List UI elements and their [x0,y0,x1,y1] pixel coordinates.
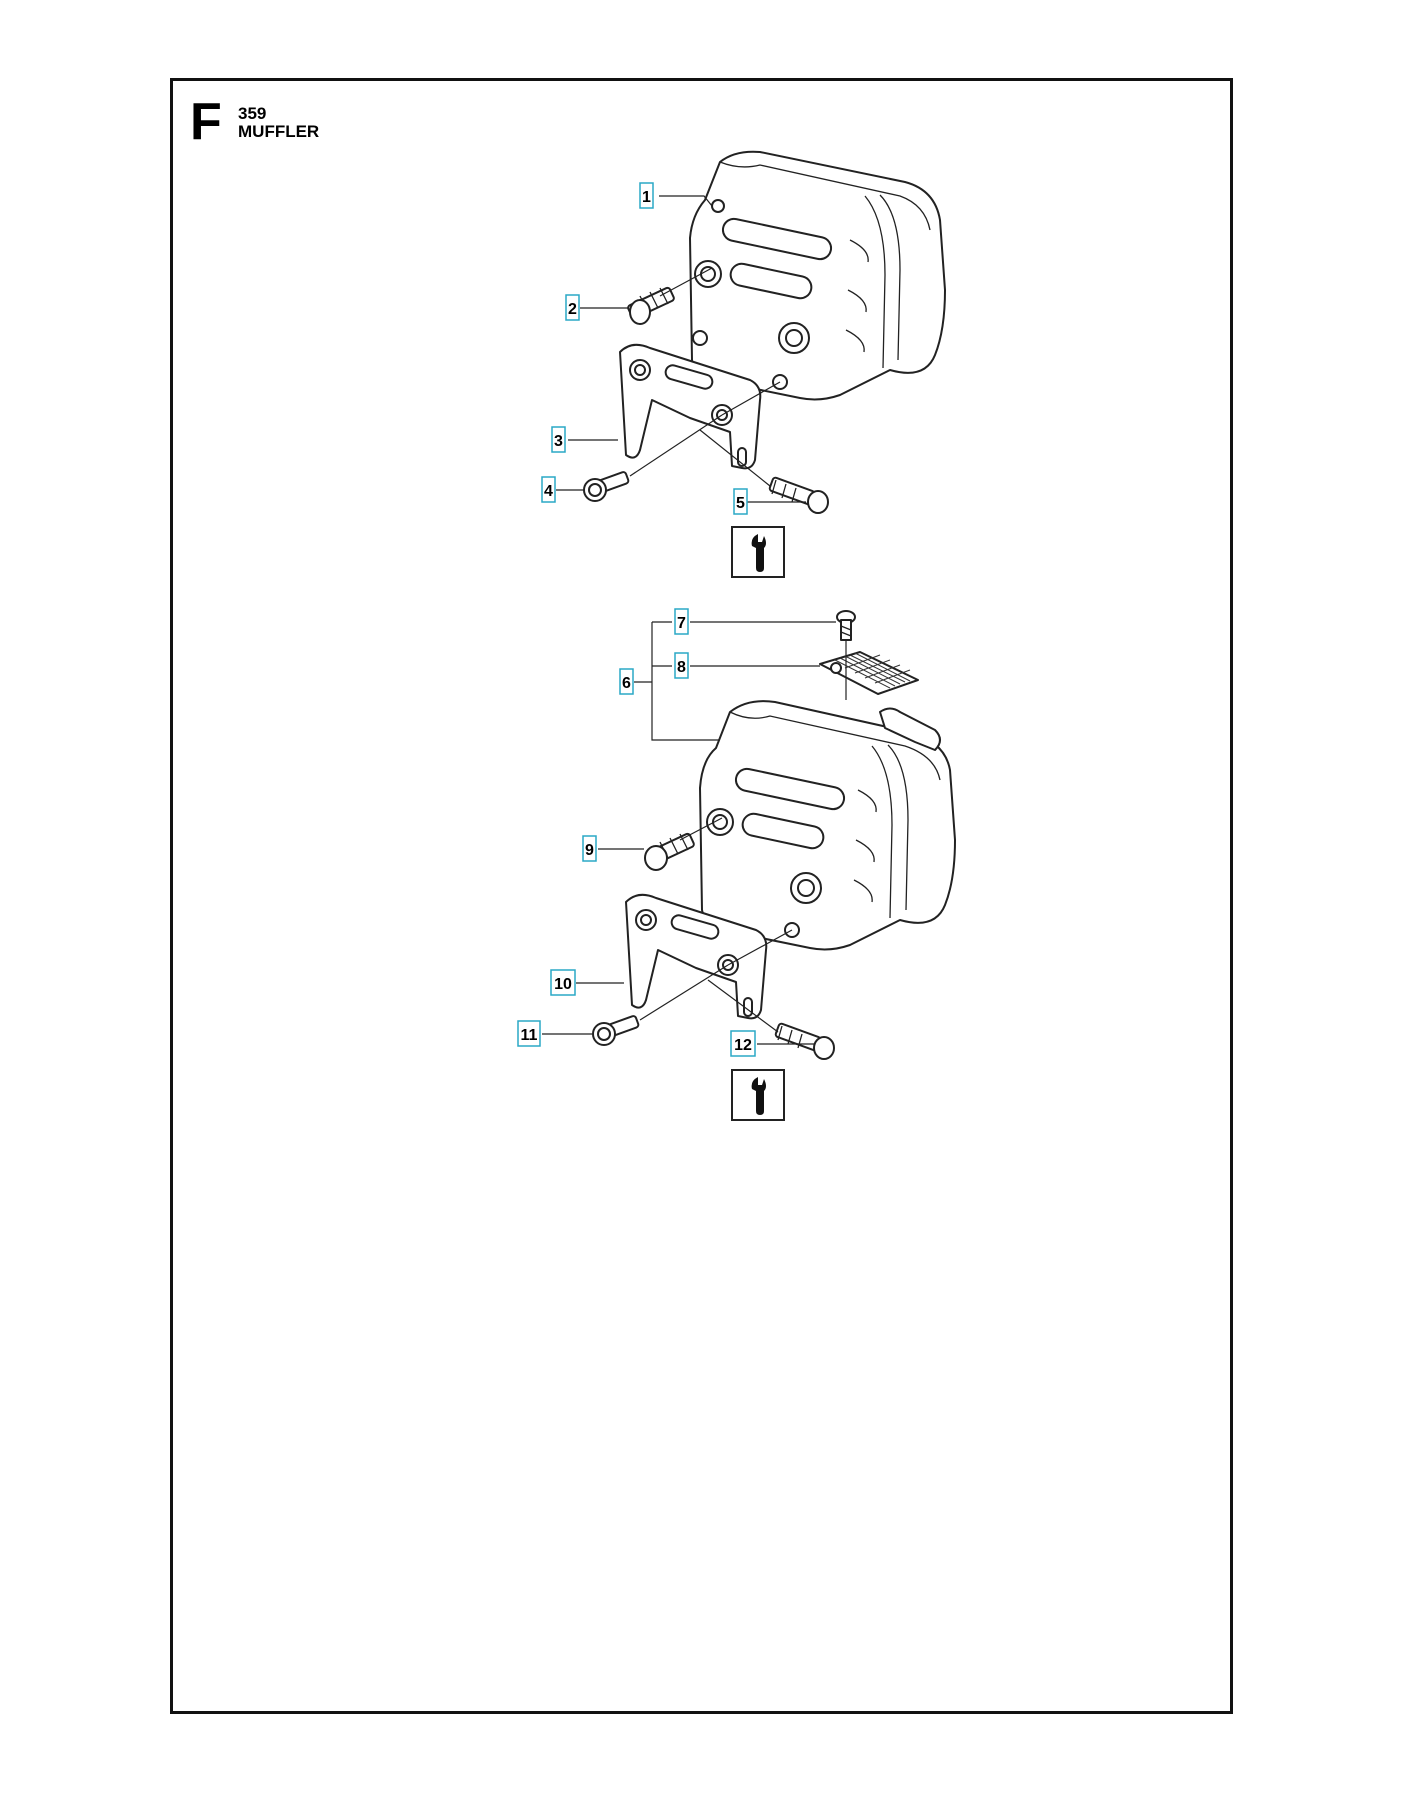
section-title: MUFFLER [238,122,320,141]
screw-5 [769,477,828,513]
callout-11 [518,1021,540,1046]
svg-text:12: 12 [734,1037,752,1054]
section-number: 359 [238,104,267,123]
screw-12 [775,1023,834,1059]
screw-4 [584,471,629,501]
callout-5 [734,489,747,514]
svg-text:4: 4 [544,483,553,500]
muffler-assembly-lower [593,611,955,1059]
svg-text:10: 10 [554,976,572,993]
section-letter: F [190,93,222,151]
callout-9 [583,836,596,861]
callout-2 [566,295,579,320]
svg-text:6: 6 [622,675,631,692]
muffler-assembly-upper [584,152,945,513]
callout-7 [675,609,688,634]
wrench-icon [732,527,784,577]
svg-text:8: 8 [677,659,686,676]
svg-text:5: 5 [736,495,745,512]
callout-10 [551,970,575,995]
svg-text:2: 2 [568,301,577,318]
screw-11 [593,1015,639,1045]
screw-7 [837,611,855,640]
svg-text:9: 9 [585,842,594,859]
screw-9 [645,833,695,870]
callout-1 [640,183,653,208]
svg-text:3: 3 [554,433,563,450]
svg-text:1: 1 [642,189,651,206]
svg-text:7: 7 [677,615,686,632]
wrench-icon [732,1070,784,1120]
svg-text:11: 11 [520,1027,538,1044]
callout-12 [731,1031,755,1056]
callout-3 [552,427,565,452]
muffler-body-upper [690,152,945,400]
callout-6 [620,669,633,694]
callout-4 [542,477,555,502]
callout-8 [675,653,688,678]
